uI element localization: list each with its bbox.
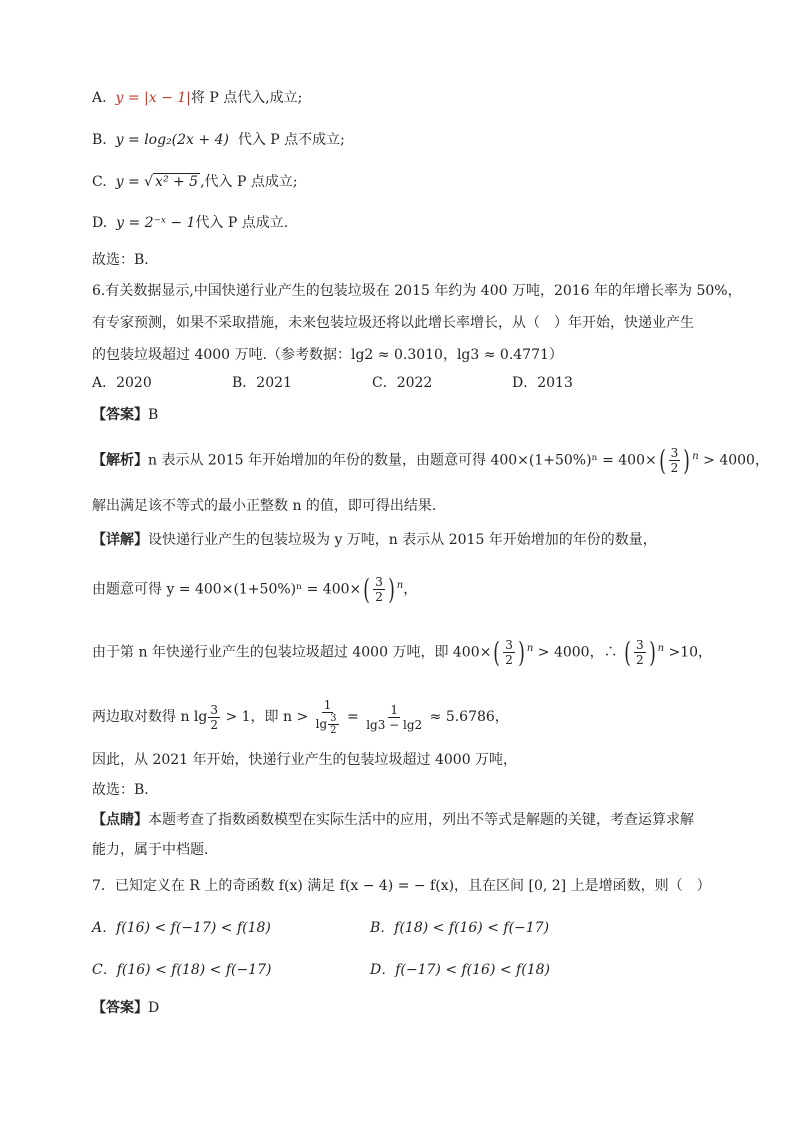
q6-detail-line1: 【详解】设快递行业产生的包装垃圾为 y 万吨，n 表示从 2015 年开始增加的年份的数量， <box>92 532 657 548</box>
q5-option-c: C. y = √ x² + 5 ,代入 P 点成立; <box>92 174 298 190</box>
analysis-text: n 表示从 2015 年开始增加的年份的数量，由题意可得 400×(1+50%)ⁿ = 400× <box>148 452 657 469</box>
answer-value: B <box>148 407 159 423</box>
q6-analysis-line1: 【解析】n 表示从 2015 年开始增加的年份的数量，由题意可得 400×(1+50%)ⁿ = 400×( $\frac{3}{2}$ ) $^n$ > 4000， <box>92 443 769 477</box>
fraction-3-2: $\frac{3}{2}$ <box>210 702 218 732</box>
q6-detail-line2: 由题意可得 y = 400×(1+50%)ⁿ = 400×( $\frac{3}{2}$ ) $^n$， <box>92 572 418 606</box>
radicand: x² + 5 <box>155 174 199 190</box>
q6-option-d: D．2013 <box>512 375 573 391</box>
q5-option-d <box>92 213 288 233</box>
q6-detail-line4: 两边取对数得 n lg $\frac{3}{2}$ > 1，即 n > 1 lg $\frac{3}{2}$ = $\frac{1}{\lg 3 - \lg 2}$ ≈ 5.6786， <box>92 698 509 736</box>
q7-option-b: B．f(18) < f(16) < f(−17) <box>370 920 550 936</box>
option-text: 代入 P 点成立. <box>195 215 289 231</box>
fraction-1-over-lg3-lg2: $\frac{1}{\lg 3 - \lg 2}$ <box>366 702 423 732</box>
detail-tag: 【详解】 <box>92 532 148 548</box>
q7-stem: 7．已知定义在 R 上的奇函数 f(x) 满足 f(x − 4) = − f(x)，且在区间 [0, 2] 上是增函数，则（ ） <box>92 878 711 894</box>
option-text: 代入 P 点不成立; <box>237 132 345 148</box>
q6-comment-line2: 能力，属于中档题． <box>92 842 218 858</box>
q5-option-b <box>92 130 345 150</box>
q6-stem-line3: 的包装垃圾超过 4000 万吨.（参考数据：lg2 ≈ 0.3010，lg3 ≈ 0.4771） <box>92 347 563 363</box>
option-label: B. <box>92 132 107 148</box>
q7-answer <box>92 998 159 1018</box>
answer-tag: 【答案】 <box>92 1000 148 1016</box>
option-expression: y = log₂(2x + 4) <box>115 132 229 148</box>
q7-option-d: D．f(−17) < f(16) < f(18) <box>370 962 550 978</box>
q6-analysis-line2: 解出满足该不等式的最小正整数 n 的值，即可得出结果. <box>92 498 437 514</box>
fraction-3-2: $\frac{3}{2}$ <box>670 446 679 475</box>
fraction-3-2: $\frac{3}{2}$ <box>635 638 644 667</box>
q6-option-c: C．2022 <box>372 375 433 391</box>
option-expression: y = 2⁻ˣ − 1 <box>116 215 196 231</box>
comment-tag: 【点睛】 <box>92 812 148 828</box>
option-label: C. <box>92 174 107 190</box>
option-text: 将 P 点代入,成立; <box>190 90 303 106</box>
q5-choice: 故选：B． <box>92 252 159 268</box>
option-expression: y = |x − 1| <box>115 90 191 106</box>
option-text: ,代入 P 点成立; <box>200 174 298 190</box>
option-label: D. <box>92 215 108 231</box>
answer-value: D <box>148 1000 160 1016</box>
q6-detail-line6: 故选：B． <box>92 782 159 798</box>
fraction-3-2: $\frac{3}{2}$ <box>505 638 513 667</box>
option-expression: y = <box>115 174 145 190</box>
q7-option-c: C．f(16) < f(18) < f(−17) <box>92 962 272 978</box>
answer-tag: 【答案】 <box>92 407 148 423</box>
q6-stem-line1: 6.有关数据显示,中国快递行业产生的包装垃圾在 2015 年约为 400 万吨，2016 年的年增长率为 50%， <box>92 283 742 299</box>
q6-detail-line3: 由于第 n 年快递行业产生的包装垃圾超过 4000 万吨，即 400×( $\frac{3}{2}$ ) $^n$ > 4000，∴ ( $\frac{3}{2}$ ) $^n$ >10， <box>92 635 713 669</box>
q6-answer <box>92 405 158 425</box>
q6-stem-line2: 有专家预测，如果不采取措施，未来包装垃圾还将以此增长率增长，从（ ）年开始，快递业产生 <box>92 315 694 331</box>
q6-detail-line5: 因此，从 2021 年开始，快递行业产生的包装垃圾超过 4000 万吨， <box>92 752 518 768</box>
fraction-3-2: $\frac{3}{2}$ <box>375 575 383 604</box>
fraction-1-over-lg32: 1 lg $\frac{3}{2}$ <box>315 698 337 736</box>
option-label: A. <box>92 90 107 106</box>
q6-option-a: A．2020 <box>92 375 152 391</box>
q6-option-b: B．2021 <box>232 375 292 391</box>
analysis-tag: 【解析】 <box>92 452 148 469</box>
q5-option-a <box>92 88 302 108</box>
q7-option-a: A．f(16) < f(−17) < f(18) <box>92 920 271 936</box>
q6-comment-line1: 【点睛】本题考查了指数函数模型在实际生活中的应用，列出不等式是解题的关键，考查运算求解 <box>92 812 694 828</box>
